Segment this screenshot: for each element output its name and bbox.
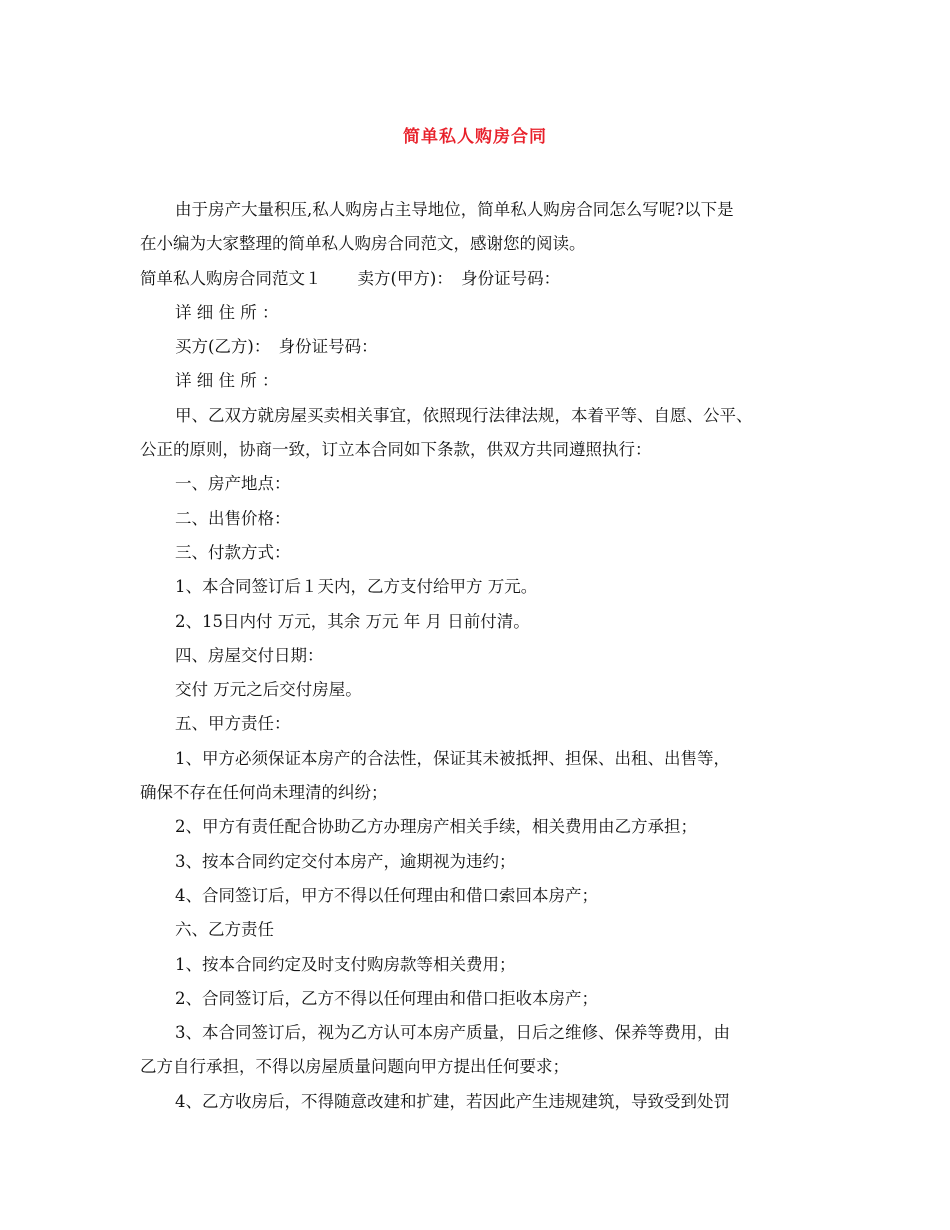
sample-heading-line [140, 262, 820, 296]
section-3-item-2: 2、15日内付 万元，其余 万元 年 月 日前付清。 [175, 611, 530, 631]
intro-line-1: 由于房产大量积压,私人购房占主导地位，简单私人购房合同怎么写呢?以下是 [175, 200, 734, 219]
seller-label: 卖方(甲方)： 身份证号码： [357, 268, 561, 288]
section-5-item-2: 2、甲方有责任配合协助乙方办理房产相关手续，相关费用由乙方承担； [175, 817, 697, 837]
page-title: 简单私人购房合同 [403, 127, 547, 147]
buyer-label: 买方(乙方)： 身份证号码： [175, 337, 378, 357]
seller-address: 详 细 住 所 ： [175, 302, 279, 322]
section-5-item-1-line-2: 确保不存在任何尚未理清的纠纷； [140, 783, 388, 803]
section-6-item-3-line-1: 3、本合同签订后，视为乙方认可本房产质量，日后之维修、保养等费用，由 [175, 1023, 730, 1043]
intro-line-2: 在小编为大家整理的简单私人购房合同范文，感谢您的阅读。 [140, 234, 586, 254]
section-3-item-1: 1、本合同签订后１天内，乙方支付给甲方 万元。 [175, 577, 538, 597]
section-1-heading: 一、房产地点： [175, 474, 291, 494]
section-2-heading: 二、出售价格： [175, 508, 291, 528]
section-5-heading: 五、甲方责任： [175, 714, 291, 734]
preamble-line-2: 公正的原则，协商一致，订立本合同如下条款，供双方共同遵照执行： [140, 440, 652, 460]
section-4-item-1: 交付 万元之后交付房屋。 [175, 680, 362, 700]
section-6-heading: 六、乙方责任 [175, 920, 274, 940]
section-3-heading: 三、付款方式： [175, 542, 291, 562]
buyer-address: 详 细 住 所 ： [175, 371, 279, 391]
section-6-item-3-line-2: 乙方自行承担，不得以房屋质量问题向甲方提出任何要求； [140, 1057, 569, 1077]
sample-heading: 简单私人购房合同范文１ [140, 268, 322, 288]
section-6-item-1: 1、按本合同约定及时支付购房款等相关费用； [175, 954, 516, 974]
section-5-item-3: 3、按本合同约定交付本房产，逾期视为违约； [175, 851, 516, 871]
section-5-item-4: 4、合同签订后，甲方不得以任何理由和借口索回本房产； [175, 885, 598, 905]
section-4-heading: 四、房屋交付日期： [175, 645, 324, 665]
section-5-item-1-line-1: 1、甲方必须保证本房产的合法性，保证其未被抵押、担保、出租、出售等， [175, 748, 730, 768]
document-body [140, 193, 820, 1119]
preamble-line-1: 甲、乙双方就房屋买卖相关事宜，依照现行法律法规，本着平等、自愿、公平、 [175, 405, 753, 425]
section-6-item-4: 4、乙方收房后，不得随意改建和扩建，若因此产生违规建筑，导致受到处罚 [175, 1091, 730, 1111]
section-6-item-2: 2、合同签订后，乙方不得以任何理由和借口拒收本房产； [175, 988, 598, 1008]
